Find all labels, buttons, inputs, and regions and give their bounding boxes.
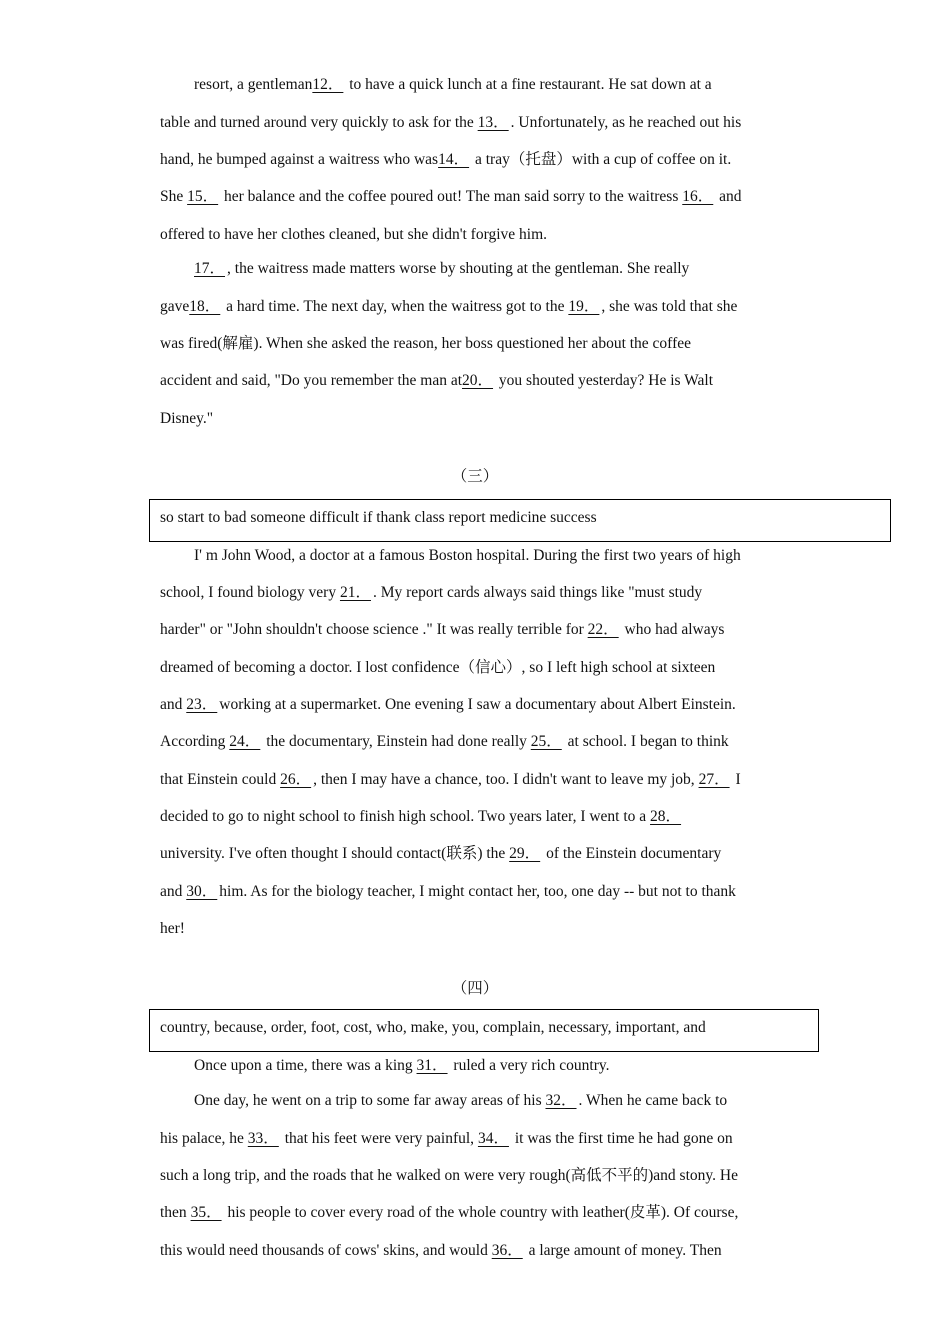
- text-run: offered to have her clothes cleaned, but she didn't forgive him.: [160, 226, 548, 243]
- text-run: and: [160, 883, 187, 900]
- text-run: it was the first time he had gone on: [510, 1130, 733, 1147]
- answer-blank[interactable]: 29．: [509, 845, 541, 862]
- text-run: ruled a very rich country.: [449, 1057, 610, 1074]
- text-run: Once upon a time, there was a king: [194, 1057, 417, 1074]
- text-run: this would need thousands of cows' skins, and would: [160, 1242, 492, 1259]
- text-run: his palace, he: [160, 1130, 248, 1147]
- answer-blank[interactable]: 21．: [339, 584, 371, 601]
- s4-line-2: [194, 1091, 727, 1111]
- answer-blank[interactable]: 27．: [698, 771, 730, 788]
- text-run: a hard time. The next day, when the waitress got to the: [222, 298, 569, 315]
- text-run: decided to go to night school to finish high school. Two years later, I went to a: [160, 808, 651, 825]
- answer-blank[interactable]: 25．: [530, 733, 562, 750]
- text-run: the documentary, Einstein had done really: [262, 733, 531, 750]
- section4-word-list: country, because, order, foot, cost, who, make, you, complain, necessary, important, and: [160, 1019, 706, 1036]
- text-run: school, I found biology very: [160, 584, 340, 601]
- text-run: to have a quick lunch at a fine restaurant. He sat down at a: [345, 76, 712, 93]
- text-run: a tray（托盘）with a cup of coffee on it.: [471, 151, 732, 168]
- section3-word-box: [149, 499, 891, 542]
- text-run: who had always: [620, 621, 725, 638]
- text-run: resort, a gentleman: [194, 76, 313, 93]
- answer-blank[interactable]: 14．: [438, 151, 470, 168]
- section3-heading: （三）: [451, 468, 499, 485]
- answer-blank[interactable]: 34．: [477, 1130, 509, 1147]
- section4-heading: （四）: [451, 980, 499, 997]
- text-run: hand, he bumped against a waitress who was: [160, 151, 439, 168]
- s4-line-3: [160, 1129, 733, 1149]
- text-run: , the waitress made matters worse by shouting at the gentleman. She really: [227, 260, 690, 277]
- text-run: , then I may have a chance, too. I didn't want to leave my job,: [313, 771, 699, 788]
- s4-line-6: [160, 1241, 722, 1261]
- s4-line-4: [160, 1166, 738, 1186]
- text-run: Disney.": [160, 410, 214, 427]
- text-run: his people to cover every road of the whole country with leather(皮革). Of course,: [223, 1204, 739, 1221]
- p2-line-5: [160, 225, 547, 245]
- answer-blank[interactable]: 12．: [312, 76, 344, 93]
- text-run: I' m John Wood, a doctor at a famous Boston hospital. During the first two years of high: [194, 547, 741, 564]
- s3-line-7: [160, 770, 741, 790]
- p2-line-8: [160, 334, 691, 354]
- answer-blank[interactable]: 32．: [545, 1092, 577, 1109]
- p2-line-10: [160, 409, 213, 429]
- p2-line-4: [160, 187, 742, 207]
- p2-line-2: [160, 113, 741, 133]
- answer-blank[interactable]: 31．: [416, 1057, 448, 1074]
- text-run: was fired(解雇). When she asked the reason, her boss questioned her about the coffee: [160, 335, 691, 352]
- text-run: . When he came back to: [578, 1092, 728, 1109]
- text-run: that his feet were very painful,: [280, 1130, 478, 1147]
- text-run: I: [731, 771, 741, 788]
- answer-blank[interactable]: 15．: [187, 188, 219, 205]
- text-run: gave: [160, 298, 190, 315]
- text-run: you shouted yesterday? He is Walt: [495, 372, 714, 389]
- s3-line-8: [160, 807, 683, 827]
- text-run: university. I've often thought I should contact(联系) the: [160, 845, 510, 862]
- s3-line-11: [160, 919, 185, 939]
- answer-blank[interactable]: 24．: [229, 733, 261, 750]
- text-run: her balance and the coffee poured out! The man said sorry to the waitress: [220, 188, 683, 205]
- s4-line-1: [194, 1056, 610, 1076]
- p2-line-6: [194, 259, 689, 279]
- answer-blank[interactable]: 28．: [650, 808, 682, 825]
- text-run: . My report cards always said things like "must study: [372, 584, 703, 601]
- s3-line-2: [160, 583, 702, 603]
- answer-blank[interactable]: 26．: [280, 771, 312, 788]
- answer-blank[interactable]: 17．: [194, 260, 226, 277]
- s3-line-3: [160, 620, 724, 640]
- p2-line-7: [160, 297, 737, 317]
- text-run: a large amount of money. Then: [524, 1242, 722, 1259]
- text-run: and: [160, 696, 187, 713]
- text-run: working at a supermarket. One evening I saw a documentary about Albert Einstein.: [219, 696, 736, 713]
- answer-blank[interactable]: 16．: [682, 188, 714, 205]
- text-run: and: [715, 188, 742, 205]
- answer-blank[interactable]: 23．: [186, 696, 218, 713]
- text-run: table and turned around very quickly to ask for the: [160, 114, 478, 131]
- text-run: such a long trip, and the roads that he walked on were very rough(高低不平的)and stony. He: [160, 1167, 738, 1184]
- p2-line-1: [194, 75, 712, 95]
- text-run: at school. I began to think: [563, 733, 729, 750]
- s3-line-5: [160, 695, 736, 715]
- text-run: of the Einstein documentary: [542, 845, 722, 862]
- s3-line-9: [160, 844, 721, 864]
- text-run: her!: [160, 920, 185, 937]
- text-run: . Unfortunately, as he reached out his: [510, 114, 742, 131]
- answer-blank[interactable]: 33．: [247, 1130, 279, 1147]
- answer-blank[interactable]: 13．: [477, 114, 509, 131]
- answer-blank[interactable]: 20．: [462, 372, 494, 389]
- answer-blank[interactable]: 35．: [190, 1204, 222, 1221]
- s3-line-6: [160, 732, 729, 752]
- section3-word-list: so start to bad someone difficult if thank class report medicine success: [160, 509, 597, 526]
- answer-blank[interactable]: 22．: [587, 621, 619, 638]
- text-run: harder" or "John shouldn't choose science ." It was really terrible for: [160, 621, 588, 638]
- text-run: accident and said, "Do you remember the man at: [160, 372, 463, 389]
- text-run: dreamed of becoming a doctor. I lost confidence（信心）, so I left high school at sixteen: [160, 659, 716, 676]
- p2-line-3: [160, 150, 731, 170]
- answer-blank[interactable]: 19．: [568, 298, 600, 315]
- text-run: then: [160, 1204, 191, 1221]
- answer-blank[interactable]: 36．: [491, 1242, 523, 1259]
- s3-line-4: [160, 658, 715, 678]
- s3-line-1: [194, 546, 741, 566]
- text-run: One day, he went on a trip to some far away areas of his: [194, 1092, 546, 1109]
- s4-line-5: [160, 1203, 738, 1223]
- text-run: him. As for the biology teacher, I might contact her, too, one day -- but not to thank: [219, 883, 736, 900]
- text-run: According: [160, 733, 230, 750]
- p2-line-9: [160, 371, 713, 391]
- s3-line-10: [160, 882, 736, 902]
- answer-blank[interactable]: 18．: [189, 298, 221, 315]
- text-run: She: [160, 188, 188, 205]
- answer-blank[interactable]: 30．: [186, 883, 218, 900]
- text-run: , she was told that she: [601, 298, 738, 315]
- section4-word-box: [149, 1009, 819, 1052]
- text-run: that Einstein could: [160, 771, 281, 788]
